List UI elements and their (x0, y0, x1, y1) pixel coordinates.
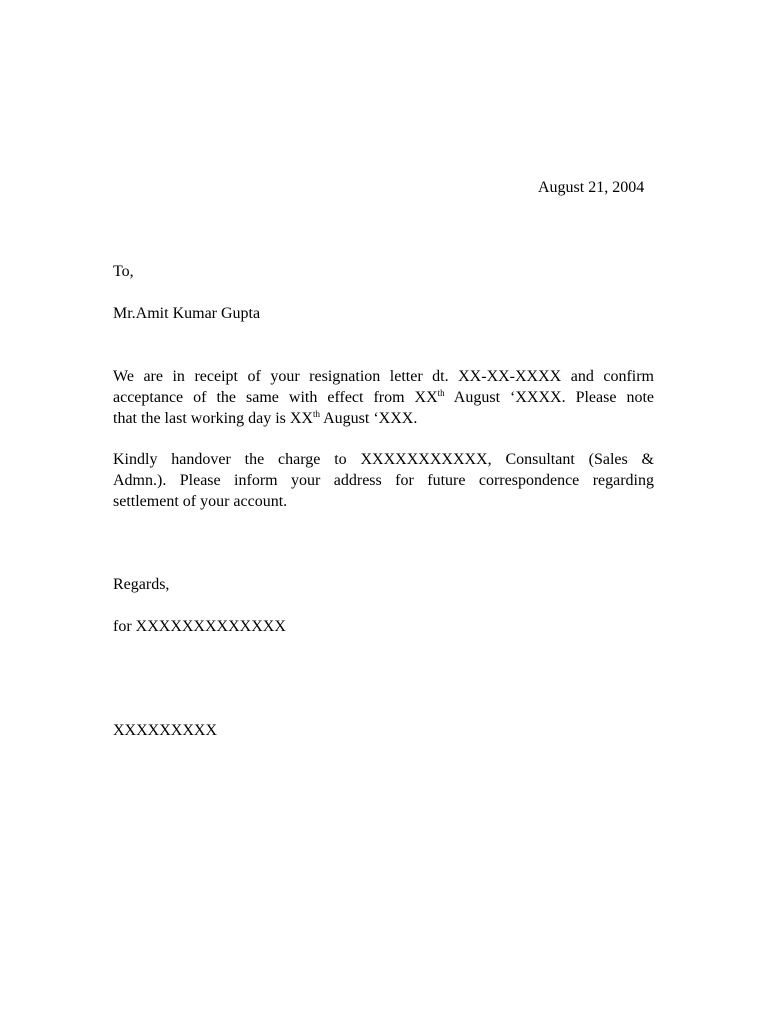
paragraph1-line2: acceptance of the same with effect from XXth August ‘XXXX. Please note (113, 388, 654, 407)
paragraph1-line3: that the last working day is XXth August ‘XXX. (113, 409, 418, 428)
ordinal-suffix: th (312, 409, 320, 420)
letter-date: August 21, 2004 (538, 179, 645, 196)
closing-regards: Regards, (113, 576, 170, 593)
ordinal-suffix: th (437, 388, 445, 399)
salutation-to: To, (113, 263, 134, 280)
paragraph2-line3: settlement of your account. (113, 493, 288, 511)
signatory-name: XXXXXXXXX (113, 722, 217, 739)
paragraph2-line1: Kindly handover the charge to XXXXXXXXXXX, Consultant (Sales & (113, 451, 654, 468)
recipient-name: Mr.Amit Kumar Gupta (113, 305, 261, 322)
paragraph-resignation-acceptance (113, 366, 654, 430)
paragraph2-line2: Admn.). Please inform your address for future correspondence regarding (113, 472, 654, 490)
company-line: for XXXXXXXXXXXXX (113, 618, 286, 635)
paragraph-handover (113, 449, 654, 513)
paragraph1-line1: We are in receipt of your resignation letter dt. XX-XX-XXXX and confirm (113, 368, 654, 385)
